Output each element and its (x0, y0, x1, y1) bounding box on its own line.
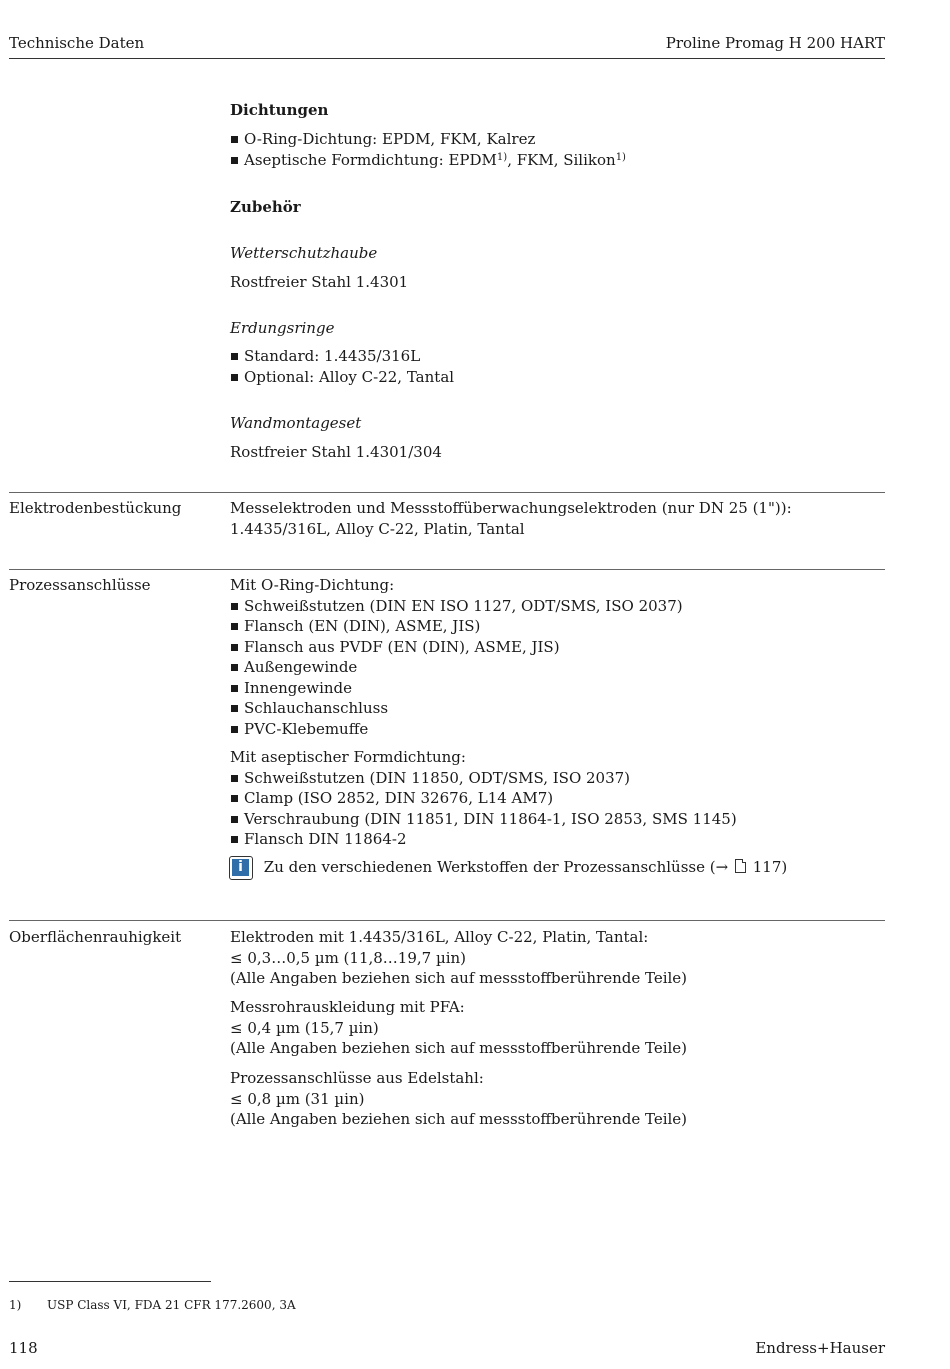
prozess-oring-block (230, 575, 683, 739)
header-product-name: Proline Promag H 200 HART (665, 34, 885, 52)
oberflaeche-block-1 (230, 927, 687, 989)
list-item: Aseptische Formdichtung: EPDM$^{1)}$, FKM, Silikon$^{1)}$ (230, 150, 626, 171)
erdungsringe-list (230, 346, 454, 387)
oberflaeche-label: Oberflächenrauhigkeit (9, 928, 182, 946)
dichtungen-list (230, 129, 626, 170)
list-item: Schlauchanschluss (230, 698, 683, 719)
footnote-ref: 1) (496, 151, 508, 163)
zubehoer-title: Zubehör (230, 198, 301, 216)
page-number: 118 (9, 1339, 38, 1357)
dichtungen-block (230, 100, 626, 170)
list-item: Standard: 1.4435/316L (230, 346, 454, 367)
info-icon: i (229, 856, 253, 880)
oberflaeche-block-3 (230, 1068, 687, 1130)
list-item: Flansch aus PVDF (EN (DIN), ASME, JIS) (230, 637, 683, 658)
section-divider (9, 492, 885, 493)
prozess-note-page: 117) (752, 858, 788, 876)
oberflaeche-line: Prozessanschlüsse aus Edelstahl: (230, 1069, 484, 1087)
list-item: Flansch (EN (DIN), ASME, JIS) (230, 616, 683, 637)
oberflaeche-line: Messrohrauskleidung mit PFA: (230, 998, 465, 1016)
section-divider (9, 920, 885, 921)
list-item: Clamp (ISO 2852, DIN 32676, L14 AM7) (230, 788, 737, 809)
wetterschutz-title: Wetterschutzhaube (230, 244, 378, 262)
oberflaeche-line: ≤ 0,3…0,5 µm (11,8…19,7 µin) (230, 948, 467, 967)
section-divider (9, 569, 885, 570)
footnote-number: 1) (9, 1298, 22, 1312)
oberflaeche-line: (Alle Angaben beziehen sich auf messstoffberührende Teile) (230, 1039, 688, 1057)
list-item: Flansch DIN 11864-2 (230, 829, 737, 850)
oberflaeche-line: Elektroden mit 1.4435/316L, Alloy C-22, Platin, Tantal: (230, 928, 649, 946)
footnote-ref: 1) (615, 151, 626, 163)
list-item: Schweißstutzen (DIN EN ISO 1127, ODT/SMS, ISO 2037) (230, 596, 683, 617)
header-section-title: Technische Daten (9, 34, 145, 52)
wandmontage-text: Rostfreier Stahl 1.4301/304 (230, 443, 442, 461)
footer-brand: Endress+Hauser (755, 1339, 885, 1357)
footnote-text: USP Class VI, FDA 21 CFR 177.2600, 3A (47, 1298, 296, 1312)
erdungsringe-block (230, 346, 454, 387)
prozess-label: Prozessanschlüsse (9, 576, 151, 594)
elektroden-content (230, 498, 792, 539)
header-rule (9, 58, 885, 59)
prozess-aseptic-title: Mit aseptischer Formdichtung: (230, 748, 466, 766)
footnote-rule (9, 1281, 211, 1282)
erdungsringe-title: Erdungsringe (230, 319, 335, 337)
zubehoer-block (230, 197, 301, 217)
page-reference-icon (735, 859, 746, 873)
list-item: O-Ring-Dichtung: EPDM, FKM, Kalrez (230, 129, 626, 150)
prozess-note-text: Zu den verschiedenen Werkstoffen der Prozessanschlüsse (→ (263, 858, 729, 876)
elektroden-line2: 1.4435/316L, Alloy C-22, Platin, Tantal (230, 519, 525, 538)
oberflaeche-block-2 (230, 997, 687, 1059)
list-item: Optional: Alloy C-22, Tantal (230, 367, 454, 388)
dichtungen-title: Dichtungen (230, 101, 329, 119)
list-item: PVC-Klebemuffe (230, 719, 683, 740)
prozess-aseptic-list (230, 768, 737, 850)
wetterschutz-text: Rostfreier Stahl 1.4301 (230, 273, 409, 291)
wandmontage-title: Wandmontageset (230, 414, 362, 432)
list-item: Innengewinde (230, 678, 683, 699)
oberflaeche-line: (Alle Angaben beziehen sich auf messstoffberührende Teile) (230, 969, 688, 987)
prozess-oring-list (230, 596, 683, 740)
prozess-note (229, 856, 787, 880)
prozess-aseptic-block (230, 747, 737, 850)
list-item: Schweißstutzen (DIN 11850, ODT/SMS, ISO 2037) (230, 768, 737, 789)
oberflaeche-line: ≤ 0,8 µm (31 µin) (230, 1089, 365, 1108)
elektroden-line1: Messelektroden und Messstoffüberwachungselektroden (nur DN 25 (1")): (230, 499, 792, 517)
prozess-oring-title: Mit O-Ring-Dichtung: (230, 576, 395, 594)
list-item: Verschraubung (DIN 11851, DIN 11864-1, ISO 2853, SMS 1145) (230, 809, 737, 830)
oberflaeche-line: ≤ 0,4 µm (15,7 µin) (230, 1018, 379, 1037)
elektroden-label: Elektrodenbestückung (9, 499, 182, 517)
list-item: Außengewinde (230, 657, 683, 678)
oberflaeche-line: (Alle Angaben beziehen sich auf messstoffberührende Teile) (230, 1110, 688, 1128)
